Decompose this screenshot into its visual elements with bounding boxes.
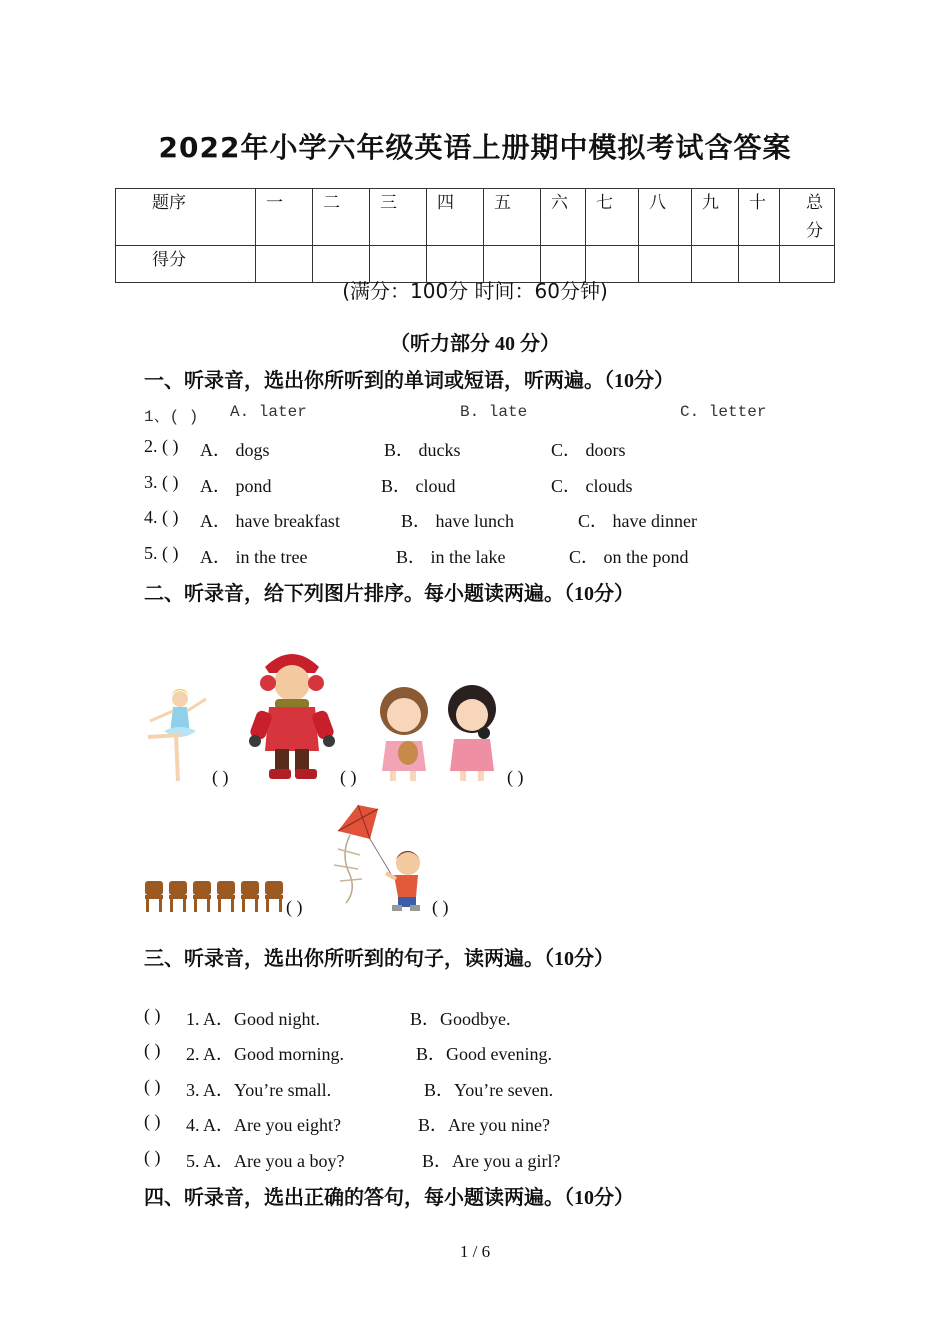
answer-blank[interactable]: ( ) xyxy=(144,1076,161,1096)
option-a: 2. A．Good morning. xyxy=(186,1044,345,1064)
score-cell: 四 xyxy=(427,189,484,246)
kite-boy-picture xyxy=(320,805,430,915)
option-a: A． in the tree xyxy=(200,547,308,567)
answer-blank[interactable]: ( ) xyxy=(212,767,229,787)
question-number: 5. ( ) xyxy=(144,543,179,563)
answer-blank[interactable]: ( ) xyxy=(340,767,357,787)
option-b: B． cloud xyxy=(381,476,456,496)
option-a: A． dogs xyxy=(200,440,270,460)
option-b: B． have lunch xyxy=(401,511,514,531)
score-cell: 总分 xyxy=(780,189,835,246)
answer-blank[interactable]: ( ) xyxy=(507,767,524,787)
question-number: 2. ( ) xyxy=(144,436,179,456)
score-cell: 三 xyxy=(370,189,427,246)
score-row-label: 得分 xyxy=(116,246,256,283)
singing-girls-picture xyxy=(372,683,504,783)
option-b: B. late xyxy=(460,403,528,421)
option-a: 3. A．You’re small. xyxy=(186,1080,332,1100)
option-a: 5. A．Are you a boy? xyxy=(186,1151,345,1171)
option-a: A. later xyxy=(230,403,307,421)
option-b: B．Goodbye. xyxy=(410,1009,511,1029)
option-b: B．Are you a girl? xyxy=(422,1151,561,1171)
score-table-header-row xyxy=(116,189,835,246)
part-heading: （听力部分 40 分） xyxy=(390,333,560,355)
ballerina-picture xyxy=(140,685,210,785)
option-b: B． ducks xyxy=(384,440,461,460)
option-b: B．Good evening. xyxy=(416,1044,552,1064)
chairs-picture xyxy=(143,881,285,913)
score-cell: 题序 xyxy=(116,189,256,246)
section3-heading: 三、听录音，选出你所听到的句子，读两遍。（10分） xyxy=(144,948,614,970)
option-c: C． clouds xyxy=(551,476,633,496)
option-a: 1. A．Good night. xyxy=(186,1009,321,1029)
option-c: C． have dinner xyxy=(578,511,697,531)
option-b: B．Are you nine? xyxy=(418,1115,550,1135)
answer-blank[interactable]: ( ) xyxy=(144,1005,161,1025)
answer-blank[interactable]: ( ) xyxy=(144,1111,161,1131)
score-table xyxy=(115,188,835,283)
score-cell: 一 xyxy=(256,189,313,246)
score-cell: 八 xyxy=(639,189,692,246)
option-c: C. letter xyxy=(680,403,767,421)
question-number: 3. ( ) xyxy=(144,472,179,492)
option-a: A． have breakfast xyxy=(200,511,340,531)
score-cell: 六 xyxy=(541,189,586,246)
winter-kid-picture xyxy=(245,645,340,785)
answer-blank[interactable]: ( ) xyxy=(286,897,303,917)
answer-blank[interactable]: ( ) xyxy=(144,1147,161,1167)
score-cell: 五 xyxy=(484,189,541,246)
option-b: B．You’re seven. xyxy=(424,1080,554,1100)
option-c: C． on the pond xyxy=(569,547,689,567)
option-a: 4. A．Are you eight? xyxy=(186,1115,341,1135)
section4-heading: 四、听录音，选出正确的答句，每小题读两遍。（10分） xyxy=(144,1187,634,1209)
question-number: 4. ( ) xyxy=(144,507,179,527)
section1-heading: 一、听录音，选出你所听到的单词或短语，听两遍。（10分） xyxy=(144,370,674,392)
page-number: 1 / 6 xyxy=(459,1242,491,1261)
answer-blank[interactable]: ( ) xyxy=(432,897,449,917)
page-title: 2022年小学六年级英语上册期中模拟考试含答案 xyxy=(158,131,792,164)
option-c: C． doors xyxy=(551,440,626,460)
answer-blank[interactable]: ( ) xyxy=(144,1040,161,1060)
question-number: 1、( ) xyxy=(144,408,199,426)
score-cell: 十 xyxy=(739,189,780,246)
option-a: A． pond xyxy=(200,476,272,496)
option-b: B． in the lake xyxy=(396,547,506,567)
score-cell: 七 xyxy=(586,189,639,246)
score-cell: 二 xyxy=(313,189,370,246)
score-cell: 九 xyxy=(692,189,739,246)
section2-heading: 二、听录音，给下列图片排序。每小题读两遍。（10分） xyxy=(144,583,634,605)
exam-meta: (满分：100分 时间：60分钟) xyxy=(342,279,608,303)
